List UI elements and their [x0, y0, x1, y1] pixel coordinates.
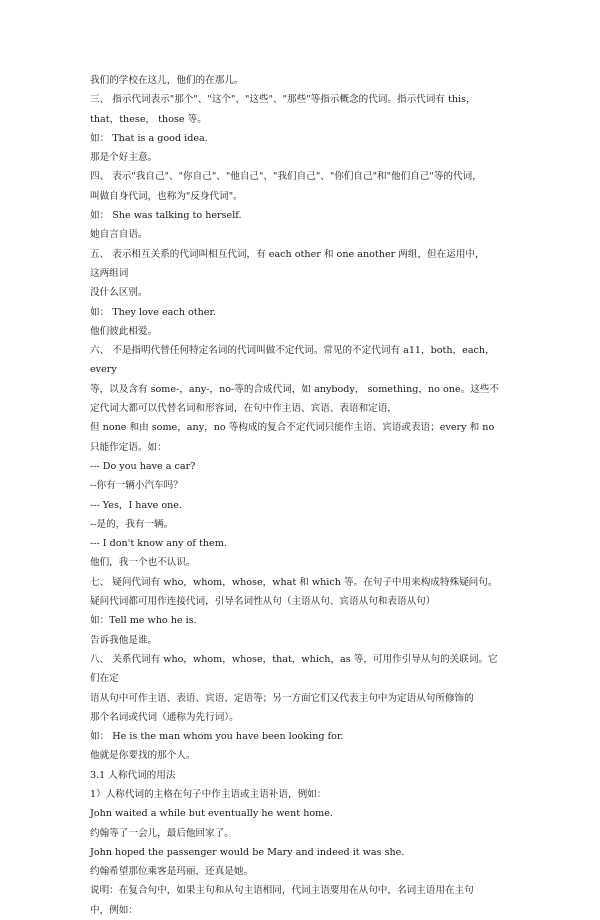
text-line: 如： They love each other. [90, 306, 217, 318]
text-line: 中，例如： [90, 904, 138, 916]
text-line: 只能作定语。如： [90, 441, 167, 453]
text-line: 这两组词 [90, 267, 129, 279]
text-line: --- Do you have a car? [90, 460, 196, 472]
text-line: 等，以及含有 some-，any-，no-等的合成代词，如 anybody， something，no one。这些不 [90, 383, 500, 395]
text-line: 定代词大都可以代替名词和形容词，在句中作主语、宾语、表语和定语， [90, 403, 397, 415]
text-line: 如： That is a good idea. [90, 132, 208, 144]
text-line: 她自言自语。 [90, 229, 148, 241]
text-line: 六、 不是指明代替任何特定名词的代词叫做不定代词。常见的不定代词有 a11，both，each， [90, 345, 495, 357]
text-line: 如： He is the man whom you have been looking for. [90, 731, 344, 743]
text-line: 那个名词或代词（通称为先行词）。 [90, 711, 239, 723]
text-line: 告诉我他是谁。 [90, 634, 158, 646]
text-line: 叫做自身代词，也称为"反身代词"。 [90, 190, 243, 202]
text-line: 们在定 [90, 673, 119, 685]
text-line: 他们彼此相爱。 [90, 325, 158, 337]
text-line: --你有一辆小汽车吗？ [90, 480, 183, 492]
text-line: 1）人称代词的主格在句子中作主语或主语补语，例如： [90, 788, 327, 800]
text-line: 如：Tell me who he is. [90, 615, 197, 627]
text-line: 但 none 和由 some，any，no 等构成的复合不定代词只能作主语、宾语或表语；every 和 no [90, 422, 495, 434]
text-line: John waited a while but eventually he went home. [90, 808, 333, 820]
text-line: 语从句中可作主语、表语、宾语、定语等；另一方面它们又代表主句中为定语从句所修饰的 [90, 692, 474, 704]
text-line: 四、 表示"我自己"、"你自己"、"他自己"、"我们自己"、"你们自己"和"他们自己"等的代词， [90, 171, 482, 183]
text-line: John hoped the passenger would be Mary and indeed it was she. [90, 846, 405, 858]
text-line: that，these， those 等。 [90, 113, 207, 125]
text-line: 七、 疑问代词有 who，whom，whose，what 和 which 等。在句子中用来构成特殊疑问句。 [90, 576, 498, 588]
text-line: 三、 指示代词表示"那个"、"这个"、"这些"、"那些"等指示概念的代词。指示代词有 this， [90, 94, 476, 106]
text-line: 他们，我一个也不认识。 [90, 557, 196, 569]
text-line: 约翰等了一会儿，最后他回家了。 [90, 827, 234, 839]
text-line: 八、 关系代词有 who，whom，whose，that，which，as 等，可用作引导从句的关联词。它 [90, 653, 498, 665]
text-line: 没什么区别。 [90, 287, 148, 299]
text-line: --是的，我有一辆。 [90, 518, 174, 530]
text-line: 说明：在复合句中，如果主句和从句主语相同，代词主语要用在从句中，名词主语用在主句 [90, 885, 474, 897]
text-line: 如： She was talking to herself. [90, 210, 242, 222]
text-line: 疑问代词都可用作连接代词，引导名词性从句（主语从句、宾语从句和表语从句） [90, 596, 436, 608]
document-body [90, 71, 515, 920]
text-line: 3.1 人称代词的用法 [90, 769, 176, 781]
text-line: --- I don't know any of them. [90, 538, 227, 550]
text-line: 我们的学校在这儿，他们的在那儿。 [90, 75, 244, 86]
text-line: 约翰希望那位乘客是玛丽，还真是她。 [90, 866, 254, 878]
text-line: every [90, 364, 117, 376]
text-line: --- Yes，I have one. [90, 499, 183, 511]
text-line: 那是个好主意。 [90, 152, 158, 164]
text-line: 他就是你要找的那个人。 [90, 750, 196, 762]
text-line: 五、 表示相互关系的代词叫相互代词，有 each other 和 one another 两组，但在运用中， [90, 248, 485, 260]
